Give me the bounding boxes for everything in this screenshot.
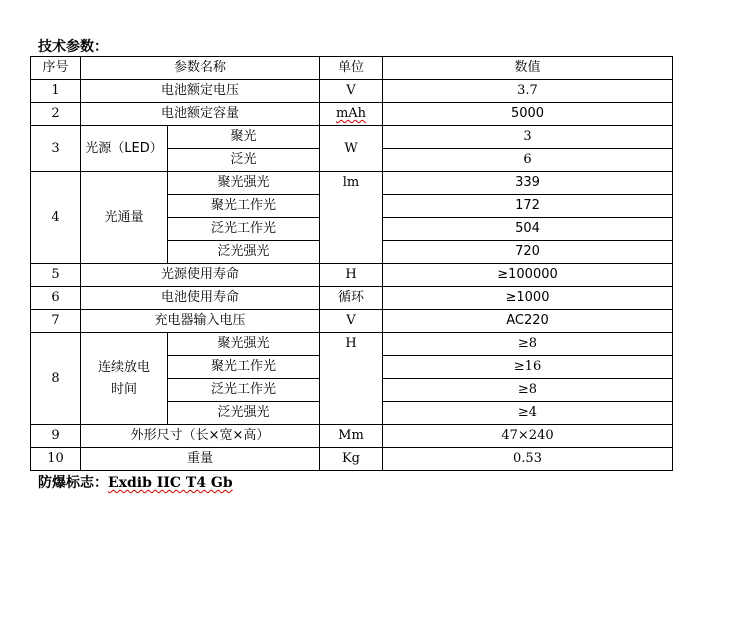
row-unit: W <box>320 126 383 172</box>
row-subname: 泛光强光 <box>168 241 320 264</box>
table-row <box>31 425 673 448</box>
row-subname: 泛光工作光 <box>168 379 320 402</box>
table-row <box>31 264 673 287</box>
row-name: 电池使用寿命 <box>81 287 320 310</box>
row-no: 1 <box>31 80 81 103</box>
row-no: 4 <box>31 172 81 264</box>
row-group: 光源（LED） <box>81 126 168 172</box>
table-row <box>31 103 673 126</box>
table-row <box>31 333 673 356</box>
row-value: 5000 <box>383 103 673 126</box>
table-row <box>31 287 673 310</box>
table-row <box>31 80 673 103</box>
row-subname: 聚光工作光 <box>168 356 320 379</box>
row-value: 3 <box>383 126 673 149</box>
row-subname: 泛光 <box>168 149 320 172</box>
row-name: 重量 <box>81 448 320 471</box>
row-unit: V <box>320 80 383 103</box>
row-group <box>81 333 168 425</box>
row-value: 0.53 <box>383 448 673 471</box>
row-value: 6 <box>383 149 673 172</box>
row-unit: Mm <box>320 425 383 448</box>
row-value: 3.7 <box>383 80 673 103</box>
table-header-row <box>31 57 673 80</box>
table-row <box>31 310 673 333</box>
table-row <box>31 126 673 149</box>
row-value: ≥8 <box>383 379 673 402</box>
row-subname: 聚光工作光 <box>168 195 320 218</box>
explosion-proof-mark <box>38 472 233 492</box>
row-unit: 循环 <box>320 287 383 310</box>
row-no: 7 <box>31 310 81 333</box>
row-unit: H <box>320 264 383 287</box>
header-no: 序号 <box>31 57 81 80</box>
row-no: 2 <box>31 103 81 126</box>
header-value: 数值 <box>383 57 673 80</box>
row-value: 47×240 <box>383 425 673 448</box>
row-value: AC220 <box>383 310 673 333</box>
header-name: 参数名称 <box>81 57 320 80</box>
row-value: 339 <box>383 172 673 195</box>
explosion-proof-code: Exdib IIC T4 Gb <box>108 475 233 491</box>
row-no: 6 <box>31 287 81 310</box>
table-row <box>31 448 673 471</box>
row-group: 光通量 <box>81 172 168 264</box>
row-unit: lm <box>320 172 383 264</box>
row-group-line1: 连续放电 <box>97 359 150 375</box>
section-title: 技术参数： <box>38 39 108 55</box>
row-no: 10 <box>31 448 81 471</box>
row-subname: 聚光强光 <box>168 172 320 195</box>
row-value: 720 <box>383 241 673 264</box>
row-subname: 泛光工作光 <box>168 218 320 241</box>
header-unit: 单位 <box>320 57 383 80</box>
row-group-line2: 时间 <box>110 381 137 397</box>
table-row <box>31 172 673 195</box>
row-subname: 聚光强光 <box>168 333 320 356</box>
row-unit: H <box>320 333 383 425</box>
row-value: ≥16 <box>383 356 673 379</box>
spec-table <box>30 56 673 471</box>
row-no: 8 <box>31 333 81 425</box>
row-name: 电池额定容量 <box>81 103 320 126</box>
row-no: 3 <box>31 126 81 172</box>
row-subname: 聚光 <box>168 126 320 149</box>
row-name: 外形尺寸（长×宽×高） <box>81 425 320 448</box>
row-subname: 泛光强光 <box>168 402 320 425</box>
row-value: 504 <box>383 218 673 241</box>
explosion-proof-label: 防爆标志： <box>38 475 108 491</box>
row-unit: Kg <box>320 448 383 471</box>
row-name: 光源使用寿命 <box>81 264 320 287</box>
row-value: ≥4 <box>383 402 673 425</box>
row-value: ≥8 <box>383 333 673 356</box>
row-value: 172 <box>383 195 673 218</box>
row-value: ≥1000 <box>383 287 673 310</box>
row-no: 9 <box>31 425 81 448</box>
row-value: ≥100000 <box>383 264 673 287</box>
row-no: 5 <box>31 264 81 287</box>
row-unit: V <box>320 310 383 333</box>
row-name: 充电器输入电压 <box>81 310 320 333</box>
row-name: 电池额定电压 <box>81 80 320 103</box>
row-unit: mAh <box>335 106 367 121</box>
